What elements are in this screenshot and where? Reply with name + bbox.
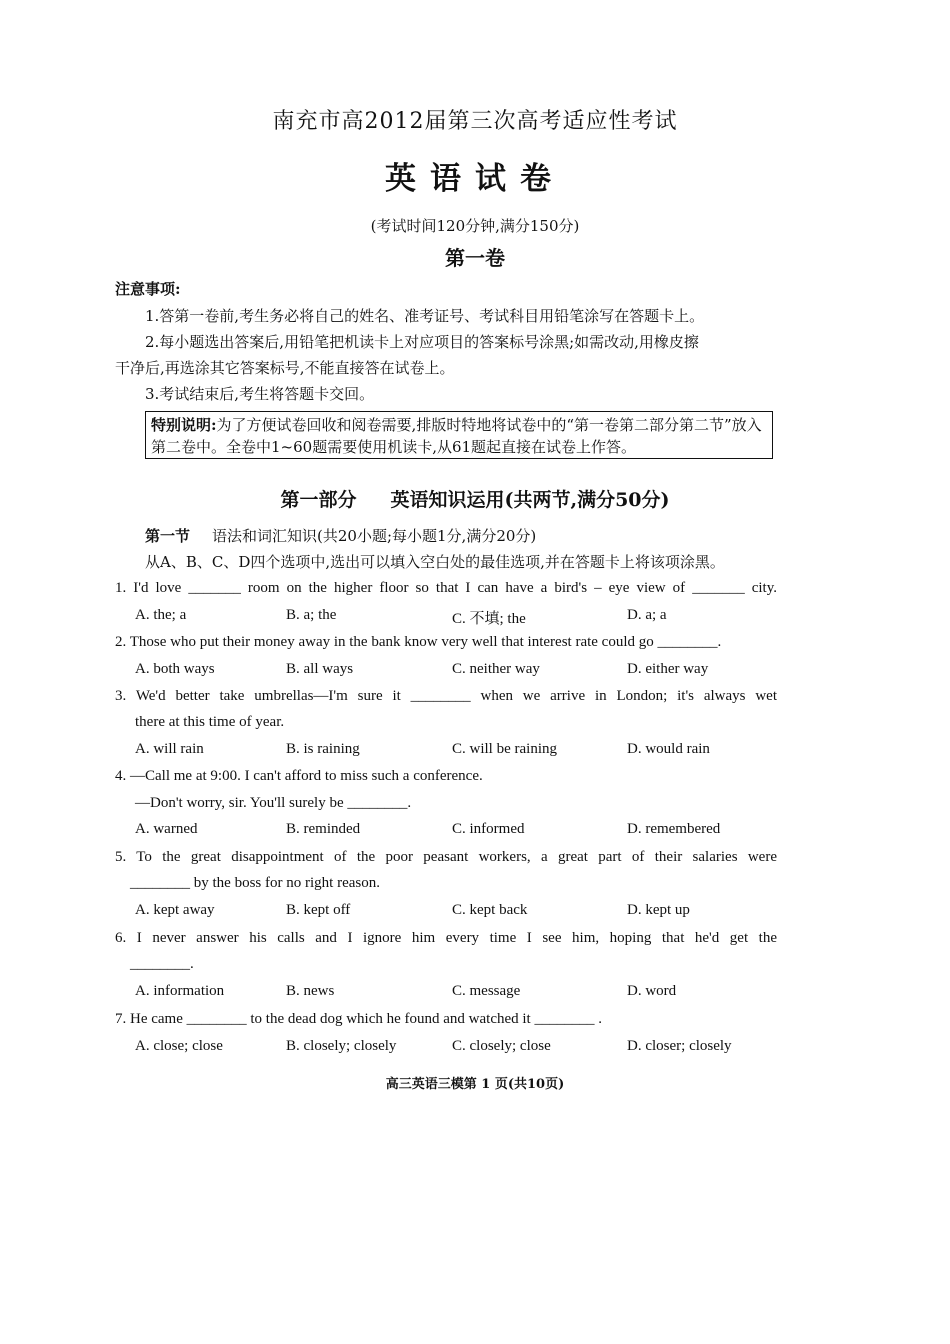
part-label: 第一部分 xyxy=(280,489,357,511)
q7-option-c: C. closely; close xyxy=(452,1038,551,1054)
special-note-text: 为了方便试卷回收和阅卷需要,排版时特地将试卷中的“第一卷第二部分第二节”放入第二卷中。全卷中1~60题需要使用机读卡,从61题起直接在试卷上作答。 xyxy=(151,416,762,456)
question-2-stem: 2. Those who put their money away in the bank know very well that interest rate could go ________. xyxy=(115,634,722,650)
q4-option-a: A. warned xyxy=(135,821,198,837)
q7-option-b: B. closely; closely xyxy=(286,1038,397,1054)
question-6-stem: 6. I never answer his calls and I ignore him every time I see him, hoping that he'd get the xyxy=(115,930,777,946)
q1-option-b: B. a; the xyxy=(286,607,337,623)
q2-option-c: C. neither way xyxy=(452,661,540,677)
q5-option-c: C. kept back xyxy=(452,902,528,918)
question-3-stem-cont: there at this time of year. xyxy=(135,714,285,730)
volume-title: 第一卷 xyxy=(445,246,505,270)
part-title: 英语知识运用(共两节,满分50分) xyxy=(390,489,670,511)
part-heading xyxy=(0,485,950,512)
q7-option-d: D. closer; closely xyxy=(627,1038,732,1054)
q5-option-d: D. kept up xyxy=(627,902,690,918)
question-4-stem-cont: —Don't worry, sir. You'll surely be ________. xyxy=(135,795,412,811)
question-1-stem: 1. I'd love _______ room on the higher floor so that I can have a bird's – eye view of _______ city. xyxy=(115,580,777,596)
question-5-stem-cont: ________ by the boss for no right reason. xyxy=(130,875,380,891)
q4-option-b: B. reminded xyxy=(286,821,361,837)
q6-option-c: C. message xyxy=(452,983,521,999)
q2-option-a: A. both ways xyxy=(135,661,215,677)
q1-option-a: A. the; a xyxy=(135,607,187,623)
q5-option-b: B. kept off xyxy=(286,902,351,918)
q3-option-a: A. will rain xyxy=(135,741,204,757)
q7-option-a: A. close; close xyxy=(135,1038,223,1054)
q1-option-c: C. 不填; the xyxy=(452,611,526,627)
q6-option-a: A. information xyxy=(135,983,225,999)
section-instruction: 从A、B、C、D四个选项中,选出可以填入空白处的最佳选项,并在答题卡上将该项涂黑。 xyxy=(145,553,725,571)
q4-option-c: C. informed xyxy=(452,821,525,837)
section-label: 第一节 xyxy=(145,527,191,545)
page-footer: 高三英语三模第 1 页(共10页) xyxy=(385,1077,565,1092)
q2-option-b: B. all ways xyxy=(286,661,354,677)
q2-option-d: D. either way xyxy=(627,661,709,677)
question-3-stem: 3. We'd better take umbrellas—I'm sure it ________ when we arrive in London; it's always wet xyxy=(115,688,777,704)
q1-option-d: D. a; a xyxy=(627,607,667,623)
question-5-stem: 5. To the great disappointment of the poor peasant workers, a great part of their salaries were xyxy=(115,849,777,865)
exam-title: 南充市高2012届第三次高考适应性考试 xyxy=(272,109,678,134)
q6-option-d: D. word xyxy=(627,983,677,999)
note-item-1: 1.答第一卷前,考生务必将自己的姓名、准考证号、考试科目用铅笔涂写在答题卡上。 xyxy=(145,307,705,325)
subject-title: 英语试卷 xyxy=(385,161,565,197)
section-title: 语法和词汇知识(共20小题;每小题1分,满分20分) xyxy=(212,527,537,545)
question-6-stem-cont: ________. xyxy=(130,956,194,972)
note-item-2: 2.每小题选出答案后,用铅笔把机读卡上对应项目的答案标号涂黑;如需改动,用橡皮擦 xyxy=(145,333,699,351)
special-note-label: 特别说明: xyxy=(151,416,217,434)
question-7-stem: 7. He came ________ to the dead dog which he found and watched it ________ . xyxy=(115,1011,602,1027)
q6-option-b: B. news xyxy=(286,983,335,999)
note-item-3: 3.考试结束后,考生将答题卡交回。 xyxy=(145,385,375,403)
exam-info: (考试时间120分钟,满分150分) xyxy=(370,217,580,235)
q3-option-c: C. will be raining xyxy=(452,741,557,757)
q3-option-b: B. is raining xyxy=(286,741,360,757)
q5-option-a: A. kept away xyxy=(135,902,215,918)
notes-heading: 注意事项: xyxy=(115,280,181,298)
special-note-box xyxy=(145,411,773,459)
q3-option-d: D. would rain xyxy=(627,741,710,757)
q4-option-d: D. remembered xyxy=(627,821,721,837)
note-item-2-cont: 干净后,再选涂其它答案标号,不能直接答在试卷上。 xyxy=(115,359,455,377)
question-4-stem: 4. —Call me at 9:00. I can't afford to miss such a conference. xyxy=(115,768,483,784)
section-heading xyxy=(145,525,536,546)
